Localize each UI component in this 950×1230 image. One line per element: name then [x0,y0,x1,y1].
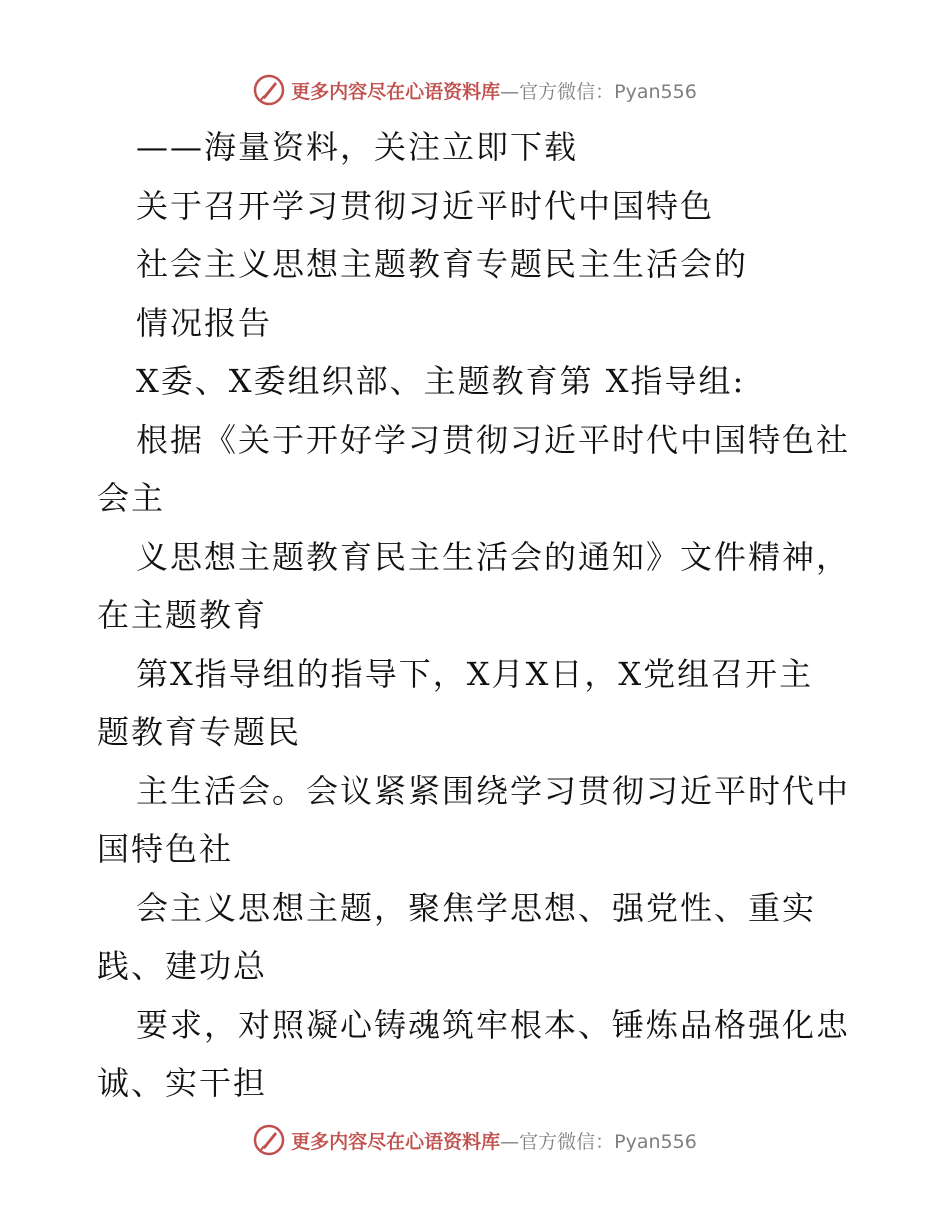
text-line: 会主 [97,479,166,517]
text-line: 要求，对照凝心铸魂筑牢根本、锤炼品格强化忠 [136,1005,851,1044]
text-line: 国特色社 [97,830,234,868]
text-line: 在主题教育 [97,596,268,634]
text-line: 诚、实干担 [97,1064,268,1102]
banner-text: 更多内容尽在心语资料库—官方微信：Pyan556 [291,1130,697,1153]
banner-text: 更多内容尽在心语资料库—官方微信：Pyan556 [291,80,697,103]
text-line: 主生活会。会议紧紧围绕学习贯彻习近平时代中 [136,771,851,810]
quill-logo-icon [253,74,285,106]
text-line: X委、X委组织部、主题教育第 X指导组: [136,362,746,400]
header-banner [0,70,950,110]
text-line: 社会主义思想主题教育专题民主生活会的 [136,245,749,283]
text-line: 第X指导组的指导下，X月X日，X党组召开主 [136,654,814,693]
document-body [97,118,887,1113]
quill-logo-icon [253,1124,285,1156]
text-line: 根据《关于开好学习贯彻习近平时代中国特色社 [136,420,851,459]
text-line: 情况报告 [136,303,273,342]
text-line: ——海量资料，关注立即下载 [136,128,579,166]
text-line: 会主义思想主题，聚焦学思想、强党性、重实 [136,888,817,927]
footer-banner [0,1120,950,1160]
text-line: 题教育专题民 [97,713,302,751]
text-line: 义思想主题教育民主生活会的通知》文件精神， [136,537,851,576]
text-line: 关于召开学习贯彻习近平时代中国特色 [136,186,715,225]
text-line: 践、建功总 [97,947,268,985]
